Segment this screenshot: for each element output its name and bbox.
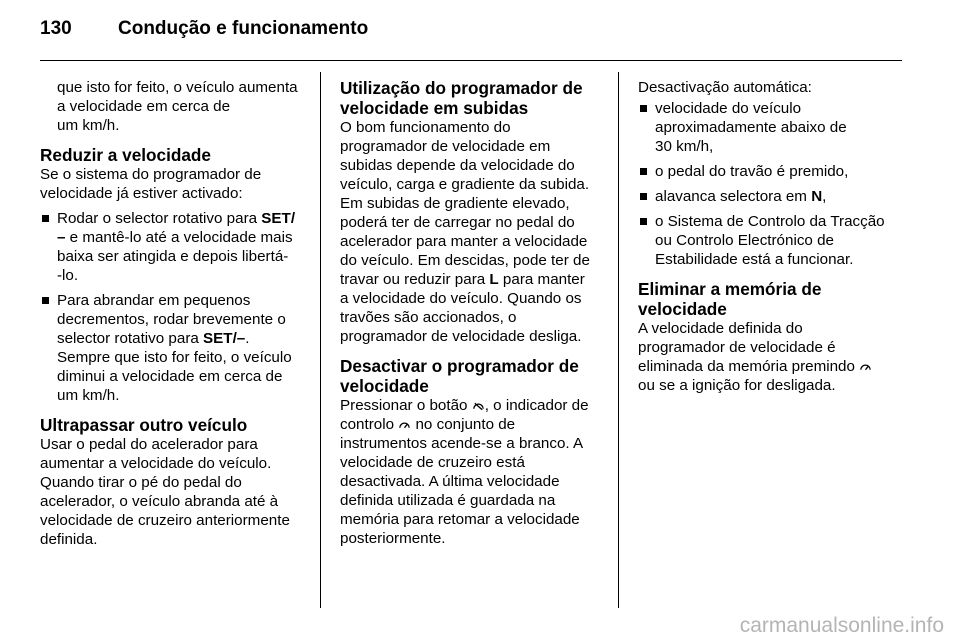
watermark: carmanualsonline.info xyxy=(739,614,944,637)
deactivate-heading: Desactivar o programador de velocidade xyxy=(340,356,579,396)
cruise-control-icon xyxy=(398,420,411,430)
list-item: alavanca selectora em N, xyxy=(638,187,906,206)
list-item: Para abrandar em pequenos decrementos, rodar brevemente o selector rotativo para SET/–. Sempre que isto for feito, o veículo diminui a velocidade em cerca de um km/h. xyxy=(40,291,310,405)
bullet-icon xyxy=(42,215,49,222)
bullet-icon xyxy=(640,168,647,175)
auto-deactivation-label: Desactivação automática: xyxy=(638,79,812,96)
erase-memory-heading: Eliminar a memória de velocidade xyxy=(638,279,822,319)
cruise-cancel-icon xyxy=(472,401,485,411)
reduce-speed-text: Se o sistema do programador de velocidade já estiver activado: xyxy=(40,166,262,202)
list-item: Rodar o selector rotativo para SET/ – e mantê-lo até a velocidade mais baixa ser atingida e depois libertá- -lo. xyxy=(40,209,310,285)
overtake-text: Usar o pedal do acelerador para aumentar a velocidade do veículo. Quando tirar o pé do pedal do acelerador, o veículo abranda até à velocidade de cruzeiro anteriormente definida. xyxy=(40,436,290,548)
header-rule xyxy=(40,60,902,61)
uphill-heading: Utilização do programador de velocidade em subidas xyxy=(340,78,583,118)
bullet-icon xyxy=(640,105,647,112)
reduce-speed-heading: Reduzir a velocidade xyxy=(40,145,211,165)
intro-paragraph: que isto for feito, o veículo aumenta a velocidade em cerca de um km/h. xyxy=(57,79,298,134)
bullet-icon xyxy=(640,193,647,200)
page-number: 130 xyxy=(40,18,72,39)
cruise-control-icon xyxy=(859,362,872,372)
bullet-icon xyxy=(640,218,647,225)
deactivate-text: Pressionar o botão , o indicador de controlo no conjunto de instrumentos acende-se a branco. A velocidade de cruzeiro está desactivada. A última velocidade definida utilizada é guardada na memória para retomar a velocidade posteriormente. xyxy=(340,397,589,547)
list-item: o Sistema de Controlo da Tracção ou Controlo Electrónico de Estabilidade está a funcionar. xyxy=(638,212,906,269)
column-2 xyxy=(340,78,608,548)
bullet-icon xyxy=(42,297,49,304)
erase-memory-text: A velocidade definida do programador de velocidade é eliminada da memória premindo ou se a ignição for desligada. xyxy=(638,319,906,395)
column-divider-2 xyxy=(618,72,619,608)
overtake-heading: Ultrapassar outro veículo xyxy=(40,415,248,435)
column-1 xyxy=(40,78,310,549)
list-item: velocidade do veículo aproximadamente abaixo de 30 km/h, xyxy=(638,99,906,156)
column-3 xyxy=(638,78,906,395)
list-item: o pedal do travão é premido, xyxy=(638,162,906,181)
uphill-text: O bom funcionamento do programador de velocidade em subidas depende da velocidade do veículo, carga e gradiente da subida. Em subidas de gradiente elevado, poderá ter de carregar no pedal do acelerador para manter a velocidade do veículo. Em descidas, pode ter de travar ou reduzir para L para manter a velocidade do veículo. Quando os travões são accionados, o programador de velocidade desliga. xyxy=(340,119,590,345)
page-title: Condução e funcionamento xyxy=(118,18,369,39)
column-divider-1 xyxy=(320,72,321,608)
